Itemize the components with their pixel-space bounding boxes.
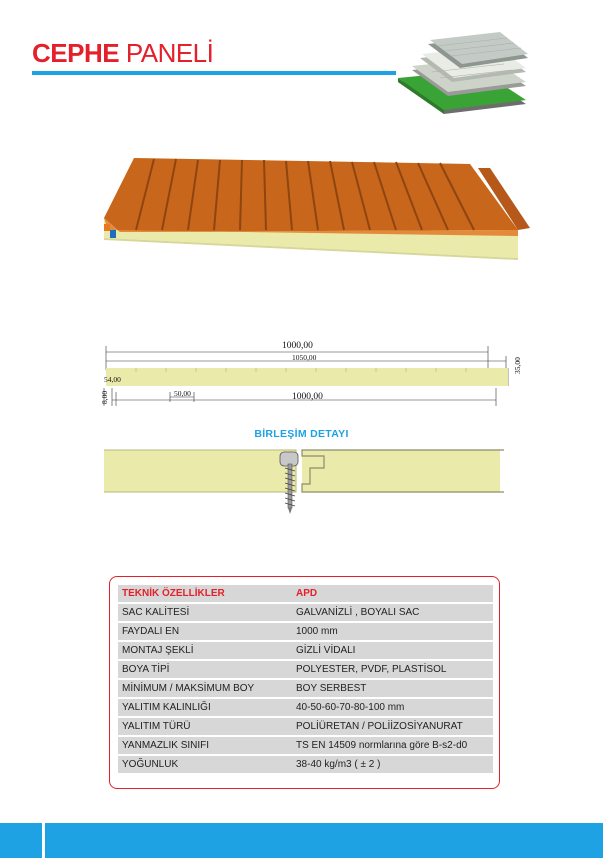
spec-value: 38-40 kg/m3 ( ± 2 ) — [292, 756, 493, 773]
dim-total-width: 1000,00 — [282, 341, 313, 351]
facade-panel-3d-render — [90, 150, 530, 260]
spec-value: GİZLİ VİDALI — [292, 642, 493, 659]
title-underline — [32, 71, 396, 75]
technical-specs-box — [109, 576, 500, 789]
spec-label: MİNİMUM / MAKSİMUM BOY — [118, 680, 292, 697]
spec-value: GALVANİZLİ , BOYALI SAC — [292, 604, 493, 621]
joint-detail-drawing — [104, 444, 504, 520]
page-title-bold: CEPHE — [32, 38, 120, 68]
table-row — [118, 756, 493, 773]
panel-layers-illustration — [392, 20, 532, 120]
technical-specs-table — [118, 583, 493, 775]
table-row — [118, 737, 493, 754]
dim-rib-gap: 50,00 — [174, 389, 191, 398]
specs-header-label: TEKNİK ÖZELLİKLER — [118, 585, 292, 602]
spec-label: YALITIM TÜRÜ — [118, 718, 292, 735]
specs-header-value: APD — [292, 585, 493, 602]
dim-left-offset: 54,00 — [104, 375, 121, 384]
spec-label: YANMAZLIK SINIFI — [118, 737, 292, 754]
page-title-rest: PANELİ — [125, 38, 214, 68]
joint-detail-title: BİRLEŞİM DETAYI — [254, 428, 349, 440]
specs-header-row — [118, 585, 493, 602]
spec-value: 40-50-60-70-80-100 mm — [292, 699, 493, 716]
spec-label: FAYDALI EN — [118, 623, 292, 640]
dim-bottom-width: 1000,00 — [292, 392, 323, 402]
table-row — [118, 642, 493, 659]
spec-value: TS EN 14509 normlarına göre B-s2-d0 — [292, 737, 493, 754]
table-row — [118, 680, 493, 697]
spec-value: POLİÜRETAN / POLİİZOSİYANURAT — [292, 718, 493, 735]
spec-label: BOYA TİPİ — [118, 661, 292, 678]
spec-value: BOY SERBEST — [292, 680, 493, 697]
dim-edge: 8,00 — [100, 390, 109, 404]
table-row — [118, 699, 493, 716]
dim-outer-width: 1050,00 — [292, 353, 317, 362]
page-title — [32, 38, 213, 68]
table-row — [118, 623, 493, 640]
table-row — [118, 604, 493, 621]
dim-panel-height: 35,00 — [513, 357, 522, 374]
spec-label: SAC KALİTESİ — [118, 604, 292, 621]
spec-label: YOĞUNLUK — [118, 756, 292, 773]
table-row — [118, 661, 493, 678]
spec-label: MONTAJ ŞEKLİ — [118, 642, 292, 659]
spec-value: POLYESTER, PVDF, PLASTİSOL — [292, 661, 493, 678]
spec-value: 1000 mm — [292, 623, 493, 640]
footer-bar — [0, 823, 603, 858]
spec-label: YALITIM KALINLIĞI — [118, 699, 292, 716]
table-row — [118, 718, 493, 735]
footer-divider — [42, 823, 45, 858]
